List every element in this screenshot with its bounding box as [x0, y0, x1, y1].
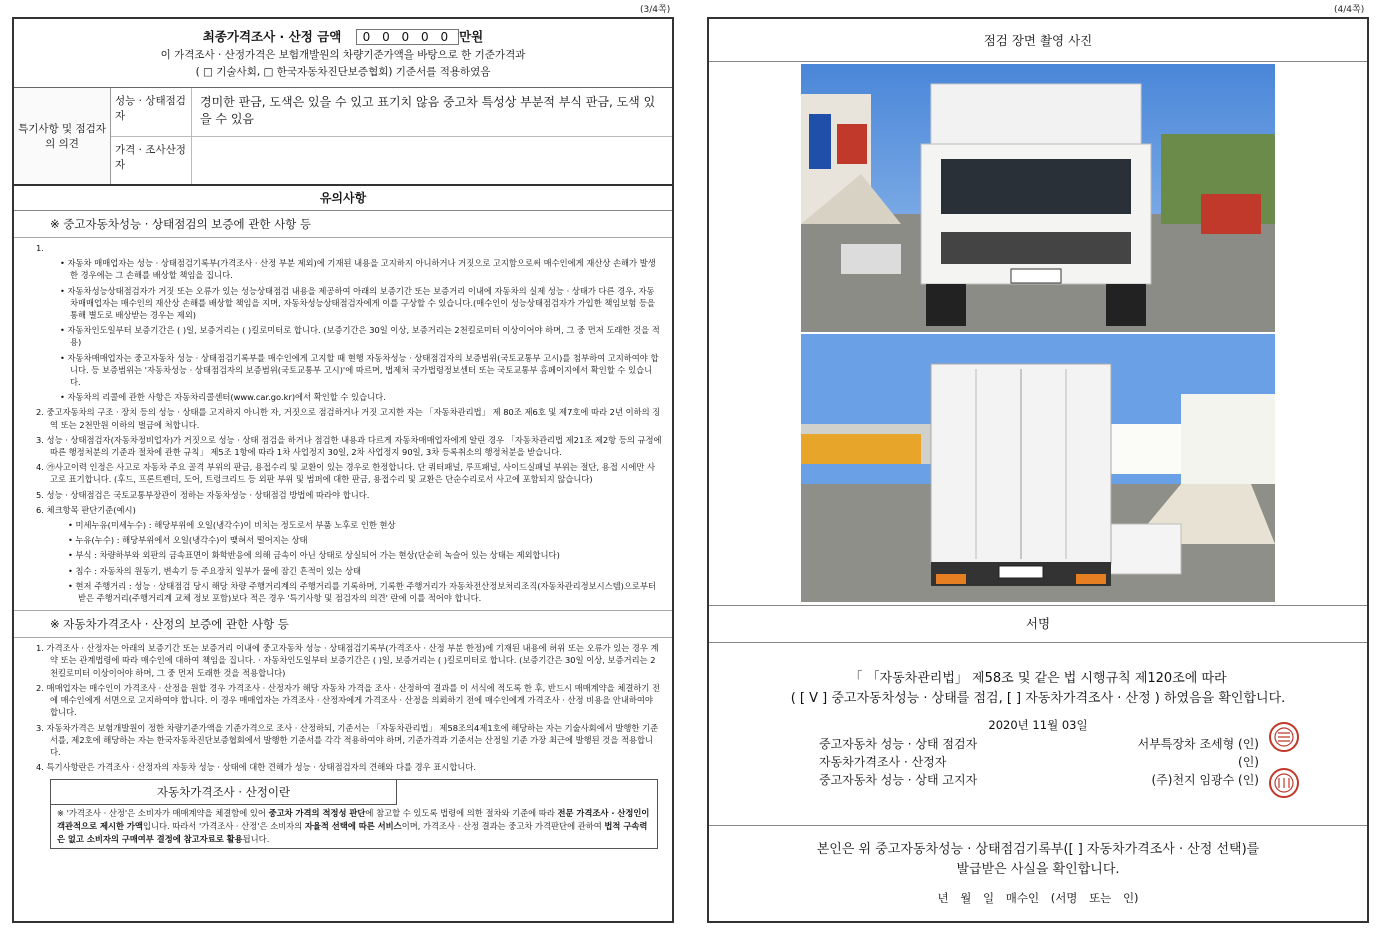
- definition-bold-part: 전문 가격조사 · 산정인이 객관적으로 제시한 가액: [57, 808, 650, 832]
- note-item: 5. 성능 · 상태점검은 국토교통부장관이 정하는 자동차성능 · 상태점검 방법에 따라야 합니다.: [36, 489, 370, 500]
- seal-stamp-icon: [1268, 767, 1300, 799]
- definition-text-part: 됩니다.: [242, 834, 270, 845]
- notice-subheading-inspection: ※ 중고자동차성능 · 상태점검의 보증에 관한 사항 등: [14, 211, 672, 238]
- truck-front-photo: [801, 64, 1275, 332]
- price-note-item: 1. 가격조사 · 산정자는 아래의 보증기간 또는 보증거리 이내에 중고자동차 성능 · 상태점검기록부(가격조사 · 산정 부분 한정)에 기재된 내용에 허위 또는 오류가 있는 경우 계약 또는 관계법령에 따라 매수인에 대하여 책임을 집니다. · 자동차인도일부터 보증기간은 ( )일, 보증거리는 ( )킬로미터로 합니다. (보증기간은 30일 이상, 보증거리는 2천킬로미터 이상이어야 하며, 그 중 먼저 도래한 것을 적용합니다): [36, 643, 659, 678]
- definition-bold-part: 중고차 가격의 적정성 판단: [268, 808, 366, 819]
- inspector-label: 성능 · 상태점검자: [111, 88, 192, 136]
- signature-statement: [709, 669, 1367, 709]
- appraiser-opinion: [192, 137, 672, 185]
- inspector-opinion: 경미한 판금, 도색은 있을 수 있고 표기치 않음 중고차 특성상 부분적 부식 판금, 도색 있을 수 있음: [200, 95, 656, 126]
- final-price-title: [14, 27, 672, 45]
- note-item: 2. 중고자동차의 구조 · 장치 등의 성능 · 상태를 고지하지 아니한 자, 거짓으로 점검하거나 거짓 고지한 자는 「자동차관리법」 제 80조 제6호 및 제7호에 따라 2년 이하의 징역 또는 2천만원 이하의 벌금에 처합니다.: [36, 407, 661, 430]
- criteria-bullet: • 부식 : 차량하부와 외판의 금속표면이 화학반응에 의해 금속이 아닌 상태로 상실되어 가는 현상(단순히 녹슬어 있는 상태는 제외합니다): [68, 550, 560, 561]
- final-desc-line1: 이 가격조사 · 산정가격은 보험개발원의 차량기준가액을 바탕으로 한 기준가격과: [160, 49, 526, 61]
- signature-date: 2020년 11월 03일: [988, 718, 1088, 732]
- signer-value: (주)천지 임광수 (인): [1151, 773, 1259, 787]
- confirmation-line1: 본인은 위 중고자동차성능 · 상태점검기록부([ ] 자동차가격조사 · 산정 선택)를: [816, 842, 1260, 857]
- buyer-signature-line: 년 월 일 매수인 (서명 또는 인): [937, 891, 1139, 905]
- definition-bold-part: 법적 구속력은 없고 소비자의 구매여부 결정에 참고자료로 활용: [57, 821, 648, 845]
- note-item: 4. ㉮사고이력 인정은 사고로 자동차 주요 골격 부위의 판금, 용접수리 및 교환이 있는 경우로 한정합니다. 단 쿼터패널, 루프패널, 사이드실패널 부위는 절단, 용접 시에만 사고로 표기합니다. (후드, 프론트펜더, 도어, 트렁크리드 등 외판 부위 및 범퍼에 대한 판금, 용접수리 및 교환은 단순수리로서 사고에 포함되지 않습니다): [36, 462, 656, 485]
- final-price-amount: 0 0 0 0 0: [356, 29, 459, 45]
- signer-row-appraiser: [819, 753, 1259, 771]
- special-notes-table: [14, 88, 672, 186]
- signature-heading: 서명: [709, 605, 1367, 643]
- final-price-label: 최종가격조사 · 산정 금액: [202, 29, 342, 44]
- criteria-bullet: • 현저 주행거리 : 성능 · 상태점검 당시 해당 차량 주행거리계의 주행거리를 기록하며, 기록한 주행거리가 자동차전산정보처리조직(자동차관리정보시스템)으로부터 받은 주행거리(주행거리계 교체 정보 포함)보다 적은 경우 '특기사항 및 점검자의 의견' 란에 이를 적어야 합니다.: [68, 580, 656, 604]
- final-price-unit: 만원: [459, 29, 484, 44]
- note-item: 3. 성능 · 상태점검자(자동차정비업자)가 거짓으로 성능 · 상태 점검을 하거나 점검한 내용과 다르게 자동차매매업자에게 알린 경우 「자동차관리법 제21조 제2항 등의 규정에 따른 행정처분의 기준과 절차에 관한 규칙」 제5조 1항에 따라 1차 사업정지 30일, 2차 사업정지 90일, 3차 등록취소의 행정처분을 받습니다.: [36, 434, 662, 458]
- seal-stamp-icon: [1268, 721, 1300, 753]
- truck-rear-photo: [801, 334, 1275, 602]
- price-note-item: 4. 특기사항란은 가격조사 · 산정자의 자동차 성능 · 상태에 대한 견해가 성능 · 상태점검자의 견해와 다를 경우 표시합니다.: [36, 762, 476, 773]
- final-price-description: [14, 47, 672, 81]
- note-item-1-number: 1.: [36, 243, 44, 253]
- confirmation-line2: 발급받은 사실을 확인합니다.: [956, 862, 1120, 877]
- definition-text-part: ※ '가격조사 · 산정'은 소비자가 매매계약을 체결함에 있어: [57, 808, 269, 819]
- signer-label: 중고자동차 성능 · 상태 점검자: [819, 737, 978, 751]
- signer-label: 자동차가격조사 · 산정자: [819, 755, 947, 769]
- price-note-item: 3. 자동차가격은 보험개발원이 정한 차량기준가액을 기준가격으로 조사 · 산정하되, 기준서는 「자동차관리법」 제58조의4제1호에 해당하는 자는 기술사회에서 발행한 기준서를, 제2호에 해당하는 자는 한국자동차진단보증협회에서 발행한 기준서를 각각 적용하여야 하며, 기준가격과 기준서는 산정일 기준 가장 최근에 발행된 것을 적용합니다.: [36, 722, 659, 757]
- buyer-confirmation-box: [709, 825, 1367, 922]
- price-definition-text: [51, 805, 657, 848]
- left-document-page: [12, 17, 674, 923]
- photo-section-heading: 점검 장면 촬영 사진: [709, 19, 1367, 62]
- signer-value: (인): [1238, 755, 1259, 769]
- criteria-bullet: • 미세누유(미세누수) : 해당부위에 오일(냉각수)이 비치는 정도로서 부품 노후로 인한 현상: [68, 520, 396, 531]
- notice-subheading-price: ※ 자동차가격조사 · 산정의 보증에 관한 사항 등: [14, 610, 672, 638]
- definition-text-part: 입니다. 따라서 '가격조사 · 산정'은 소비자의: [142, 821, 305, 832]
- price-notes: [14, 638, 672, 773]
- inspection-notes: [14, 238, 672, 604]
- signer-value: 서부특장차 조세형 (인): [1137, 737, 1259, 751]
- final-price-block: [14, 19, 672, 88]
- page-number-left: (3/4쪽): [640, 5, 671, 15]
- note-bullet: • 자동차성능상태점검자가 거짓 또는 오류가 있는 성능상태점검 내용을 제공하여 아래의 보증기간 또는 보증거리 이내에 자동차의 실제 성능 · 상태가 다른 경우, 자동차매매업자는 매수인의 재산상 손해를 배상할 책임을 지며, 자동차성능상태점검자에게 이를 구상할 수 있습니다.(매수인이 성능상태점검자가 가입한 책임보험 등을 통해 별도로 배상받는 경우는 제외): [60, 285, 656, 321]
- note-bullet: • 자동차 매매업자는 성능 · 상태점검기록부(가격조사 · 산정 부분 제외)에 기재된 내용을 고지하지 아니하거나 거짓으로 고지함으로써 매수인에게 재산상 손해가 발생한 경우에는 그 손해를 배상할 책임을 집니다.: [60, 258, 656, 281]
- signature-statement-line1: 「 「자동차관리법」 제58조 및 같은 법 시행규칙 제120조에 따라: [849, 671, 1227, 686]
- note-item: 6. 체크항목 판단기준(예시): [36, 504, 136, 515]
- note-bullet: • 자동차인도일부터 보증기간은 ( )일, 보증거리는 ( )킬로미터로 합니다. (보증기간은 30일 이상, 보증거리는 2천킬로미터 이상이어야 하며, 그 중 먼저 도래한 것을 적용): [60, 325, 660, 348]
- signer-label: 중고자동차 성능 · 상태 고지자: [819, 773, 978, 787]
- definition-bold-part: 자율적 선택에 따른 서비스: [304, 821, 402, 832]
- buyer-confirmation-text: [709, 840, 1367, 880]
- price-definition-box: [50, 779, 658, 849]
- signer-row-notifier: [819, 771, 1259, 789]
- right-document-page: [707, 17, 1369, 923]
- price-note-item: 2. 매매업자는 매수인이 가격조사 · 산정을 원할 경우 가격조사 · 산정자가 해당 자동차 가격을 조사 · 산정하여 결과를 이 서식에 적도록 한 후, 반드시 매매계약을 체결하기 전에 매수인에게 서면으로 고지하여야 합니다. 이 경우 매매업자는 가격조사 · 산정자에게 가격조사 · 산정을 의뢰하기 전에 매수인에게 가격조사 · 산정 비용을 안내하여야 합니다.: [36, 682, 661, 718]
- special-notes-label: 특기사항 및 점검자의 의견: [14, 88, 111, 184]
- criteria-bullet: • 침수 : 자동차의 원동기, 변속기 등 주요장치 일부가 물에 잠긴 흔적이 있는 상태: [68, 565, 362, 576]
- signer-row-inspector: [819, 735, 1259, 753]
- definition-text-part: 이며, 가격조사 · 산정 결과는 중고차 가격판단에 관하여: [401, 821, 605, 832]
- signature-statement-line2: ( [ V ] 중고자동차성능 · 상태를 점검, [ ] 자동차가격조사 · 산정 ) 하였음을 확인합니다.: [790, 691, 1286, 706]
- criteria-bullet: • 누유(누수) : 해당부위에서 오일(냉각수)이 맺혀서 떨어지는 상태: [68, 535, 308, 546]
- notice-heading: 유의사항: [14, 186, 672, 211]
- price-definition-title: 자동차가격조사 · 산정이란: [51, 780, 397, 805]
- appraiser-label: 가격 · 조사산정자: [111, 137, 192, 185]
- page-number-right: (4/4쪽): [1334, 5, 1365, 15]
- final-desc-line2: ( □ 기술사회, □ 한국자동차진단보증협회) 기준서를 적용하였음: [195, 66, 491, 78]
- definition-text-part: 에 참고할 수 있도록 법령에 의한 절차와 기준에 따라: [365, 808, 558, 819]
- note-bullet: • 자동차매매업자는 중고자동차 성능 · 상태점검기록부를 매수인에게 고지할 때 현행 자동차성능 · 상태점검자의 보증범위(국토교통부 고시)를 첨부하여 고지하여야 합니다. 등 보증범위는 '자동차성능 · 상태점검자의 보증범위(국토교통부 고시)'에 따르며, 법제처 국가법령정보센터 또는 국토교통부 홈페이지에서 확인할 수 있습니다.: [60, 352, 659, 388]
- note-bullet: • 자동차의 리콜에 관한 사항은 자동차리콜센터(www.car.go.kr)에서 확인할 수 있습니다.: [60, 392, 386, 403]
